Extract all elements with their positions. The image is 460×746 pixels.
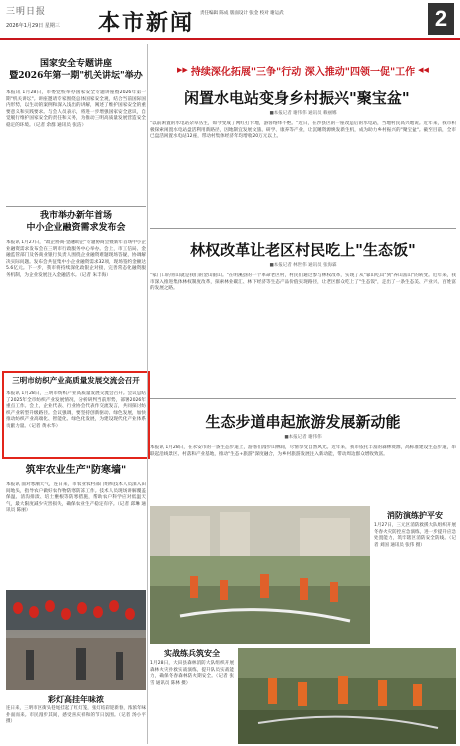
divider: [150, 398, 456, 399]
ornament-right-icon: ◀◀: [418, 66, 429, 74]
article-agriculture: [6, 465, 146, 590]
divider: [150, 228, 456, 229]
byline: ■本报记者 谢伟伟 通讯员 赖丽娜: [269, 111, 337, 116]
article-hydropower: [150, 88, 456, 229]
ornament-left-icon: ▶▶: [177, 66, 188, 74]
headline: 闲置水电站变身乡村振兴"聚宝盆": [184, 89, 410, 107]
headline: 实战练兵筑安全: [164, 648, 220, 658]
byline: ■本报记者 谢伟伟: [284, 435, 322, 440]
firefighters-photo: [150, 506, 370, 644]
forest-drill-illustration: [238, 648, 456, 744]
article-body: 本报讯 1月28日，在永安市的一条生态步道上，游客们漫步山林间，尽情享受自然风光。近年来，我市依托丰富的森林资源，高标准建设生态步道，串联起沿线景区、村落和产业基地，推动"生态+旅游"深度融合，为乡村旅游发展注入新动能，带动周边群众增收致富。: [150, 445, 456, 457]
headline: 筑牢农业生产"防寒墙": [25, 465, 127, 476]
drill-caption: [150, 648, 234, 687]
lantern-caption: [6, 694, 146, 726]
editors-credit: 责任编辑 陈成 版面设计 张金 校对 谢运武: [200, 11, 284, 16]
issue-date: 2026年1月29日 星期三: [6, 23, 60, 29]
lantern-photo: [6, 590, 146, 690]
article-body: 本报讯 1月27日，"政企协商·金融助企"专题协商会暨新年首场中小企业融资需求发布会在三明市行政服务中心举办。会上，市工信局、金融监管部门及各商业银行负责人围绕企业融资难题现场答疑，协调解决实际问题。发布会共征集中小企业融资需求32项，现场签约金额达5.6亿元。下一步，我市将持续深化政银企对接，完善常态化融资服务机制，为企业发展注入金融活水。（记者 朱丰海）: [6, 240, 146, 278]
column-divider: [147, 44, 148, 744]
forest-drill-photo: [238, 648, 456, 744]
article-national-security: [6, 44, 146, 202]
headline: 消防演练护平安: [387, 510, 443, 520]
firefighters-illustration: [150, 506, 370, 644]
article-body: 本报讯 1月28日，市委党校举办国家安全专题讲座暨2026年第一期"机关讲坛"。讲座邀请专家围绕总体国家安全观，结合当前国际国内形势，以生动的案例和深入浅出的讲解，阐述了维护国家安全的重要意义和实践要求。与会人员表示，将进一步增强国家安全意识，自觉履行维护国家安全的责任和义务，为推动三明高质量发展营造安全稳定的环境。（记者 余群 通讯员 张洁）: [6, 90, 146, 128]
headline: 林权改革让老区村民吃上"生态饭": [190, 241, 416, 259]
page-number: 2: [428, 3, 454, 35]
byline: ■本报记者 林世伟 通讯员 张海霖: [269, 263, 337, 268]
article-forest-reform: [150, 240, 456, 391]
kicker-band: [150, 62, 456, 78]
fire-drill-caption: [374, 510, 456, 549]
headline: 三明市纺织产业高质量发展交流会召开: [12, 376, 140, 385]
lantern-illustration: [6, 590, 146, 690]
article-textile: [6, 376, 146, 461]
article-body: "以前闲置的水电站杂草丛生，如今变成了网红打卡地，游客络绎不绝。"近日，在沙县区的一座改造后的水电站，当地村民高兴地说。近年来，我市积极探索闲置水电站盘活利用新路径，因地制宜发展文旅、研学、康养等产业，让沉睡资源焕发新生机，成为助力乡村振兴的"聚宝盆"。截至目前，全市已盘活闲置水电站12座，带动村集体经济年均增收20万元以上。: [150, 121, 456, 140]
article-body: 本报讯 面对寒潮天气，连日来，市农业农村部门组织技术人员深入田间地头，指导农户做好农作物防寒防冻工作。技术人员现场讲解覆盖保温、清沟排渍、培土壅根等防寒措施，帮助农户科学应对低温天气，最大限度减少灾害损失，确保农业生产稳定有序。（记者 邱琳 通讯员 陈丽）: [6, 482, 146, 514]
headline: 国家安全专题讲座 暨2026年第一期"机关讲坛"举办: [9, 59, 143, 81]
headline: 我市举办新年首场 中小企业融资需求发布会: [26, 211, 126, 233]
article-body: 本报讯 1月28日，三明市纺织产业高质量发展交流会召开。会议总结了2025年全市纺织产业发展情况，分析研判当前形势，部署2026年重点工作。会上，企业代表、行业协会代表作交流发言，共同探讨纺织产业转型升级路径。会议强调，要坚持创新驱动、绿色发展，加快推动纺织产业高端化、智能化、绿色化发展，为建设现代化产业体系贡献力量。（记者 黄永华）: [6, 391, 146, 429]
caption-text: 1月28日，大田县森林消防大队组织开展森林火灾扑救实战演练，提升队员实战能力，确保冬春森林防火期安全。（记者 张雪 通讯员 陈林 摄）: [150, 661, 234, 686]
headline: 彩灯高挂年味浓: [48, 694, 104, 704]
newspaper-logo: 三明日报: [6, 7, 47, 17]
headline: 生态步道串起旅游发展新动能: [205, 413, 401, 431]
masthead: [0, 0, 460, 40]
caption-text: 1月27日，三元区消防救援大队组织开展冬春火灾防控应急演练，进一步提升应急处置能力，筑牢辖区消防安全防线。（记者 刘国 通讯员 张伟 摄）: [374, 523, 456, 548]
kicker-text: 持续深化拓展"三争"行动 深入推动"四领一促"工作: [190, 66, 416, 78]
divider: [6, 206, 146, 207]
article-financing: [6, 210, 146, 370]
caption-text: 连日来，三明市区街头巷尾挂起了红灯笼，张灯结彩迎新春，浓浓年味扑面而来。市民漫步其间，感受喜庆祥和的节日氛围。（记者 汤小平 摄）: [6, 706, 146, 724]
article-body: "家门口的青山就是我们的金山银山。"在明溪县的一个革命老区村，村民们通过参与林权改革，实现了从"靠山吃山"到"养山富山"的转变。近年来，我市深入推进集体林权制度改革，探索林业碳汇、林下经济等生态产品价值实现路径，让老区群众吃上了"生态饭"，走出了一条生态美、产业兴、百姓富的发展之路。: [150, 273, 456, 292]
article-eco-trail: [150, 412, 456, 507]
section-title: 本市新闻: [98, 10, 195, 36]
